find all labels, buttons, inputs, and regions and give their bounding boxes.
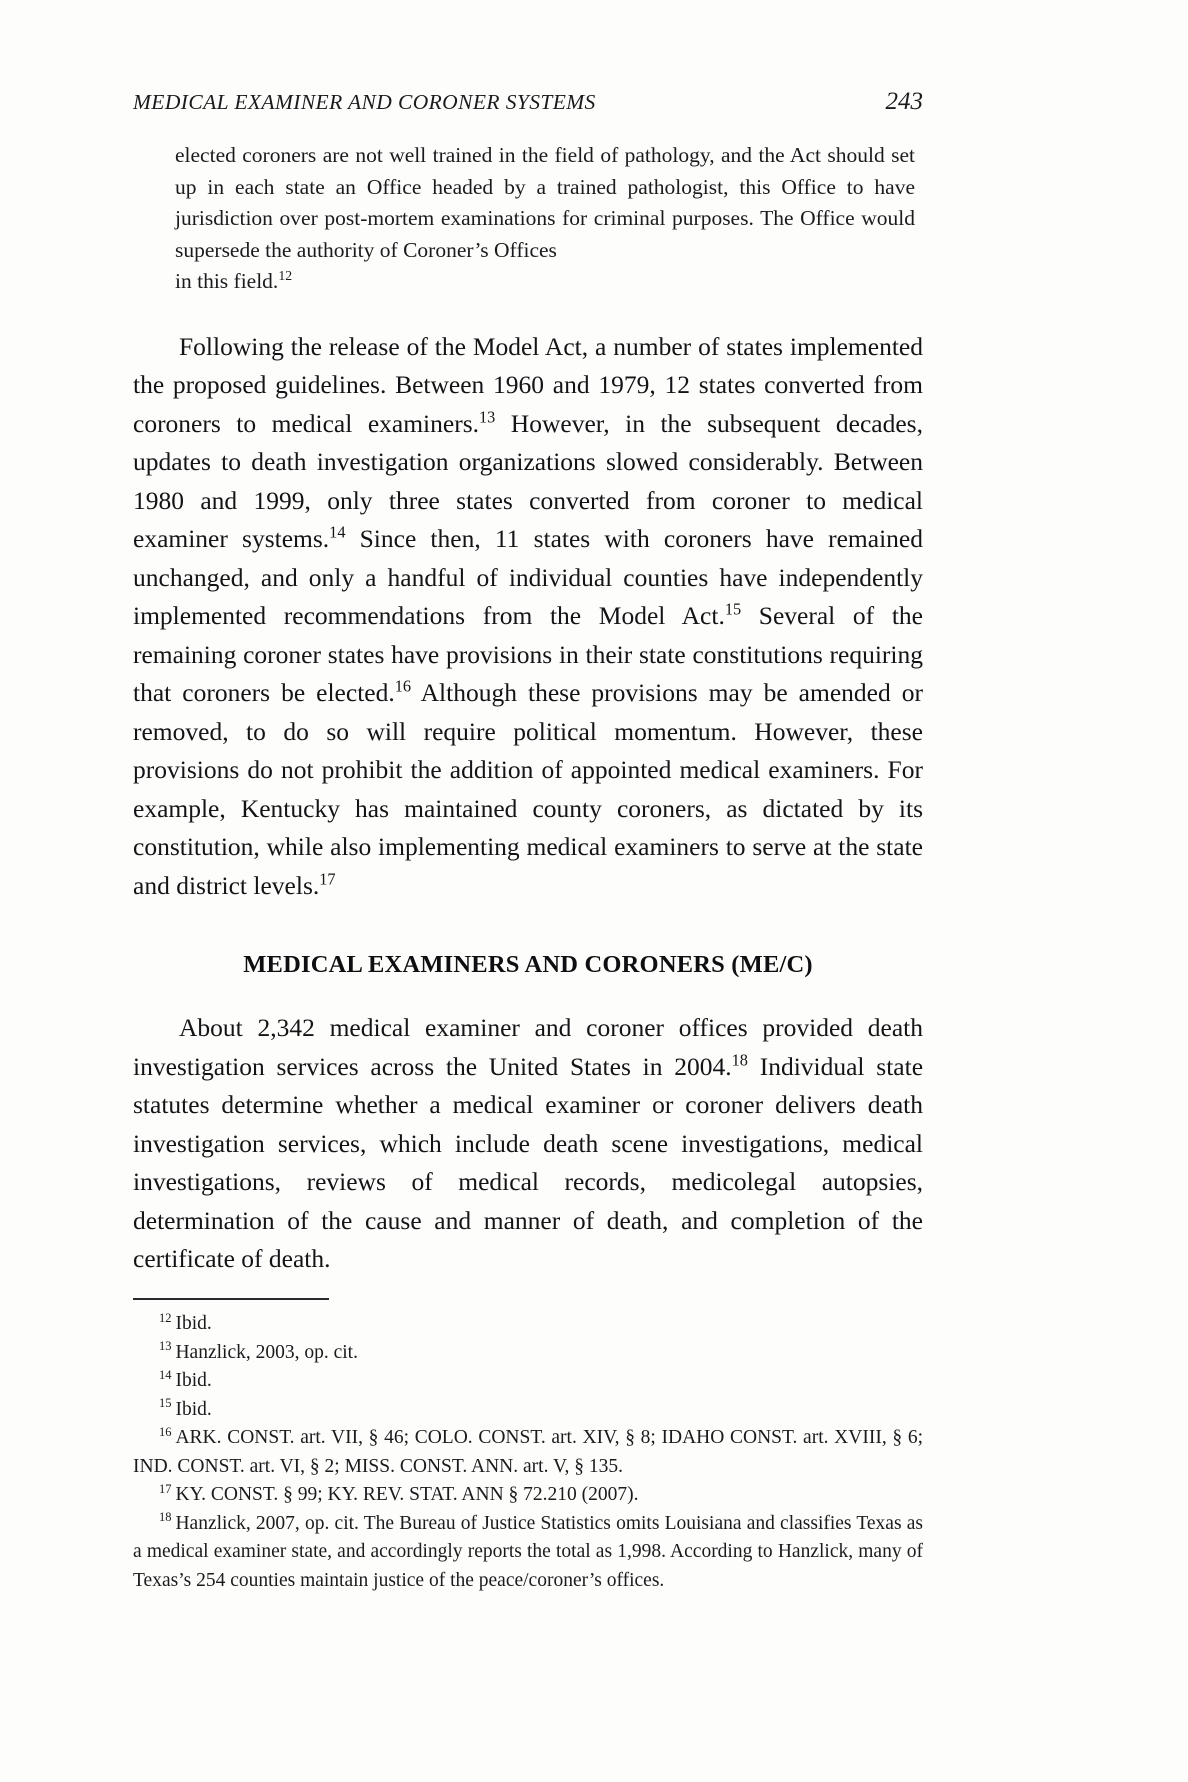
footnote-item bbox=[133, 1481, 923, 1510]
paragraph-mec-overview bbox=[133, 1009, 923, 1279]
footnote-marker: 17 bbox=[159, 1481, 172, 1496]
para-seg: Although these provisions may be amended or removed, to do so will require political momentum. However, these provisions do not prohibit the addition of appointed medical examiners. For example, Kentucky has maintained county coroners, as dictated by its constitution, while also implementing medical examiners to serve at the state and district levels. bbox=[133, 678, 923, 900]
footnote-ref-16[interactable]: 16 bbox=[394, 676, 412, 696]
footnote-marker: 12 bbox=[159, 1310, 172, 1325]
footnote-marker: 14 bbox=[159, 1367, 172, 1382]
footnote-item bbox=[133, 1310, 923, 1339]
para-seg: Several of the remaining coroner states have provisions in their state constitutions requiring that coroners be elected. bbox=[133, 601, 923, 707]
footnote-list bbox=[133, 1310, 923, 1595]
block-quotation bbox=[175, 140, 915, 266]
footnote-marker: 16 bbox=[159, 1424, 172, 1439]
footnote-text: KY. CONST. § 99; KY. REV. STAT. ANN § 72.210 (2007). bbox=[175, 1484, 639, 1505]
footnote-text: Hanzlick, 2003, op. cit. bbox=[175, 1341, 358, 1363]
block-quotation-text: elected coroners are not well trained in the field of pathology, and the Act should set up in each state an Office headed by a trained pathologist, this Office to have jurisdiction over post-mortem examinations for criminal purposes. The Office would supersede the authority of Coroner’s Offices bbox=[175, 143, 915, 262]
footnote-ref-17[interactable]: 17 bbox=[319, 869, 336, 888]
para-seg: About 2,342 medical examiner and coroner offices provided death investigation services across the United States in 2004. bbox=[133, 1013, 923, 1081]
footnote-separator-rule bbox=[133, 1298, 329, 1300]
body-text bbox=[133, 140, 923, 1279]
footnote-text: Ibid. bbox=[175, 1313, 212, 1334]
section-heading: MEDICAL EXAMINERS AND CORONERS (ME/C) bbox=[243, 951, 813, 978]
footnote-ref-18[interactable]: 18 bbox=[731, 1050, 748, 1069]
footnote-item bbox=[133, 1396, 923, 1425]
footnote-marker: 18 bbox=[159, 1510, 172, 1524]
footnote-text: ARK. CONST. art. VII, § 46; COLO. CONST. art. XIV, § 8; IDAHO CONST. art. XVIII, § 6; IND. CONST. art. VI, § 2; MISS. CONST. ANN. art. V, § 135. bbox=[133, 1427, 923, 1477]
footnote-item bbox=[133, 1339, 923, 1368]
running-head-title: MEDICAL EXAMINER AND CORONER SYSTEMS bbox=[133, 90, 596, 114]
footnote-item bbox=[133, 1424, 923, 1481]
footnote-text: Ibid. bbox=[175, 1370, 212, 1391]
para-seg: Since then, 11 states with coroners have remained unchanged, and only a handful of individual counties have independently implemented recommendations from the Model Act. bbox=[133, 524, 923, 630]
footnote-ref-12[interactable]: 12 bbox=[278, 267, 293, 283]
para-seg: Following the release of the Model Act, a number of states implemented the proposed guidelines. Between 1960 and 1979, 12 states converted from coroners to medical examiners. bbox=[133, 331, 923, 438]
footnote-ref-14[interactable]: 14 bbox=[329, 522, 346, 542]
footnote-ref-13[interactable]: 13 bbox=[479, 407, 496, 426]
footnote-block bbox=[133, 1298, 923, 1595]
running-head bbox=[133, 88, 923, 116]
footnote-item bbox=[133, 1367, 923, 1396]
block-quotation-last-line-text: in this field. bbox=[175, 269, 279, 293]
para-seg: However, in the subsequent decades, updates to death investigation organizations slowed considerably. Between 1980 and 1999, only three states converted from coroner to medical examiner systems. bbox=[133, 408, 923, 553]
footnote-ref-15[interactable]: 15 bbox=[724, 599, 742, 619]
footnote-marker: 15 bbox=[159, 1396, 172, 1410]
footnote-marker: 13 bbox=[159, 1339, 172, 1353]
para-seg: Individual state statutes determine whether a medical examiner or coroner delivers death investigation services, which include death scene investigations, medical investigations, reviews of medical records, medicolegal autopsies, determination of the cause and manner of death, and completion of the certificate of death. bbox=[133, 1051, 924, 1273]
footnote-text: Hanzlick, 2007, op. cit. The Bureau of Justice Statistics omits Louisiana and classifies Texas as a medical examiner state, and accordingly reports the total as 1,998. According to Hanzlick, many of Texas’s 254 counties maintain justice of the peace/coroner’s offices. bbox=[133, 1512, 923, 1591]
page-number: 243 bbox=[885, 88, 923, 115]
footnote-item bbox=[133, 1510, 923, 1596]
footnote-text: Ibid. bbox=[175, 1398, 212, 1420]
block-quotation-last-line bbox=[175, 266, 915, 298]
paragraph-following-model-act bbox=[133, 328, 923, 906]
